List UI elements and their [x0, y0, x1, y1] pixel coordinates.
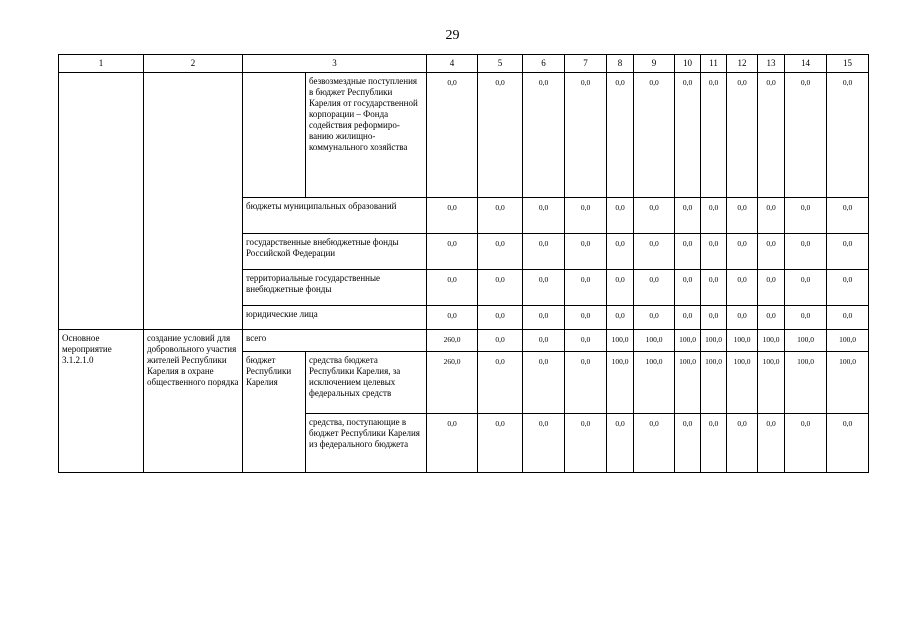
value-cell: 0,0	[478, 198, 523, 234]
row-label: средства бюджета Республики Карелия, за исключением целевых федеральных средств	[306, 352, 427, 414]
value-cell: 0,0	[785, 270, 827, 306]
header-cell: 13	[758, 55, 785, 73]
value-cell: 0,0	[758, 234, 785, 270]
value-cell: 0,0	[565, 306, 607, 330]
value-cell: 0,0	[634, 234, 675, 270]
value-cell: 0,0	[634, 198, 675, 234]
value-cell: 0,0	[565, 414, 607, 473]
row-label: государственные внебюджетные фонды Российской Федерации	[243, 234, 427, 270]
value-cell: 0,0	[727, 306, 758, 330]
value-cell: 0,0	[758, 198, 785, 234]
value-cell: 0,0	[478, 234, 523, 270]
value-cell: 100,0	[607, 330, 634, 352]
header-cell: 12	[727, 55, 758, 73]
value-cell: 100,0	[827, 330, 869, 352]
funding-table	[58, 54, 869, 473]
value-cell: 0,0	[827, 198, 869, 234]
value-cell: 0,0	[427, 306, 478, 330]
value-cell: 0,0	[523, 270, 565, 306]
value-cell: 0,0	[634, 270, 675, 306]
value-cell: 0,0	[727, 73, 758, 198]
value-cell: 0,0	[758, 270, 785, 306]
header-cell: 8	[607, 55, 634, 73]
value-cell: 0,0	[523, 234, 565, 270]
row-label: юридические лица	[243, 306, 427, 330]
continued-subgroup-cell	[243, 73, 306, 198]
budget-group-cell: бюджет Республики Карелия	[243, 352, 306, 473]
value-cell: 0,0	[634, 414, 675, 473]
value-cell: 0,0	[701, 73, 727, 198]
value-cell: 0,0	[758, 306, 785, 330]
header-cell: 4	[427, 55, 478, 73]
page-number: 29	[445, 28, 460, 43]
value-cell: 260,0	[427, 352, 478, 414]
value-cell: 100,0	[675, 330, 701, 352]
value-cell: 0,0	[523, 414, 565, 473]
value-cell: 0,0	[607, 306, 634, 330]
value-cell: 0,0	[785, 234, 827, 270]
header-cell: 15	[827, 55, 869, 73]
header-cell: 2	[144, 55, 243, 73]
value-cell: 0,0	[523, 330, 565, 352]
value-cell: 0,0	[634, 73, 675, 198]
value-cell: 100,0	[675, 352, 701, 414]
header-cell: 14	[785, 55, 827, 73]
value-cell: 0,0	[478, 330, 523, 352]
value-cell: 0,0	[607, 270, 634, 306]
value-cell: 100,0	[701, 330, 727, 352]
value-cell: 0,0	[675, 73, 701, 198]
value-cell: 100,0	[634, 330, 675, 352]
value-cell: 0,0	[478, 270, 523, 306]
row-label: средства, поступающие в бюджет Республики Карелия из федерального бюджета	[306, 414, 427, 473]
continued-col1-cell	[59, 73, 144, 330]
value-cell: 0,0	[827, 270, 869, 306]
value-cell: 0,0	[785, 198, 827, 234]
header-cell: 9	[634, 55, 675, 73]
value-cell: 0,0	[785, 414, 827, 473]
value-cell: 0,0	[827, 306, 869, 330]
value-cell: 100,0	[727, 352, 758, 414]
value-cell: 0,0	[701, 198, 727, 234]
value-cell: 0,0	[427, 270, 478, 306]
value-cell: 0,0	[727, 270, 758, 306]
value-cell: 0,0	[785, 306, 827, 330]
value-cell: 0,0	[675, 198, 701, 234]
value-cell: 0,0	[675, 414, 701, 473]
value-cell: 0,0	[478, 306, 523, 330]
value-cell: 100,0	[727, 330, 758, 352]
table-row	[59, 330, 869, 352]
value-cell: 0,0	[827, 73, 869, 198]
row-label: безвозмездные поступления в бюджет Республики Карелия от государственной корпорации – Фонда содействия реформиро-ванию жилищно-коммунального хозяйства	[306, 73, 427, 198]
value-cell: 0,0	[727, 198, 758, 234]
continued-col2-cell	[144, 73, 243, 330]
value-cell: 0,0	[523, 73, 565, 198]
row-label: территориальные государственные внебюджетные фонды	[243, 270, 427, 306]
value-cell: 100,0	[758, 352, 785, 414]
header-cell: 7	[565, 55, 607, 73]
value-cell: 100,0	[634, 352, 675, 414]
value-cell: 0,0	[701, 270, 727, 306]
value-cell: 0,0	[701, 414, 727, 473]
value-cell: 0,0	[607, 198, 634, 234]
value-cell: 0,0	[427, 198, 478, 234]
value-cell: 0,0	[478, 73, 523, 198]
value-cell: 0,0	[607, 73, 634, 198]
header-cell: 10	[675, 55, 701, 73]
value-cell: 0,0	[607, 234, 634, 270]
measure-id-cell: Основное мероприятие 3.1.2.1.0	[59, 330, 144, 473]
value-cell: 0,0	[427, 73, 478, 198]
value-cell: 0,0	[427, 234, 478, 270]
table-row	[59, 73, 869, 198]
value-cell: 100,0	[758, 330, 785, 352]
header-cell: 11	[701, 55, 727, 73]
header-row	[59, 55, 869, 73]
value-cell: 0,0	[523, 198, 565, 234]
value-cell: 100,0	[827, 352, 869, 414]
value-cell: 260,0	[427, 330, 478, 352]
value-cell: 0,0	[565, 270, 607, 306]
value-cell: 0,0	[565, 330, 607, 352]
value-cell: 0,0	[758, 73, 785, 198]
value-cell: 0,0	[634, 306, 675, 330]
value-cell: 0,0	[427, 414, 478, 473]
value-cell: 0,0	[565, 234, 607, 270]
value-cell: 0,0	[523, 352, 565, 414]
value-cell: 100,0	[701, 352, 727, 414]
header-cell: 1	[59, 55, 144, 73]
value-cell: 0,0	[675, 234, 701, 270]
measure-description-cell: создание условий для добровольного участия жителей Республики Карелия в охране общественного порядка	[144, 330, 243, 473]
row-label: всего	[243, 330, 427, 352]
value-cell: 100,0	[785, 352, 827, 414]
value-cell: 0,0	[701, 234, 727, 270]
value-cell: 0,0	[675, 306, 701, 330]
row-label: бюджеты муниципальных образований	[243, 198, 427, 234]
value-cell: 0,0	[785, 73, 827, 198]
value-cell: 0,0	[758, 414, 785, 473]
value-cell: 0,0	[607, 414, 634, 473]
value-cell: 0,0	[827, 414, 869, 473]
value-cell: 0,0	[565, 198, 607, 234]
value-cell: 0,0	[478, 414, 523, 473]
value-cell: 0,0	[675, 270, 701, 306]
value-cell: 0,0	[727, 414, 758, 473]
value-cell: 0,0	[565, 73, 607, 198]
value-cell: 0,0	[523, 306, 565, 330]
header-cell: 3	[243, 55, 427, 73]
header-cell: 5	[478, 55, 523, 73]
value-cell: 0,0	[727, 234, 758, 270]
value-cell: 0,0	[565, 352, 607, 414]
header-cell: 6	[523, 55, 565, 73]
value-cell: 0,0	[478, 352, 523, 414]
value-cell: 100,0	[785, 330, 827, 352]
value-cell: 0,0	[701, 306, 727, 330]
value-cell: 100,0	[607, 352, 634, 414]
value-cell: 0,0	[827, 234, 869, 270]
